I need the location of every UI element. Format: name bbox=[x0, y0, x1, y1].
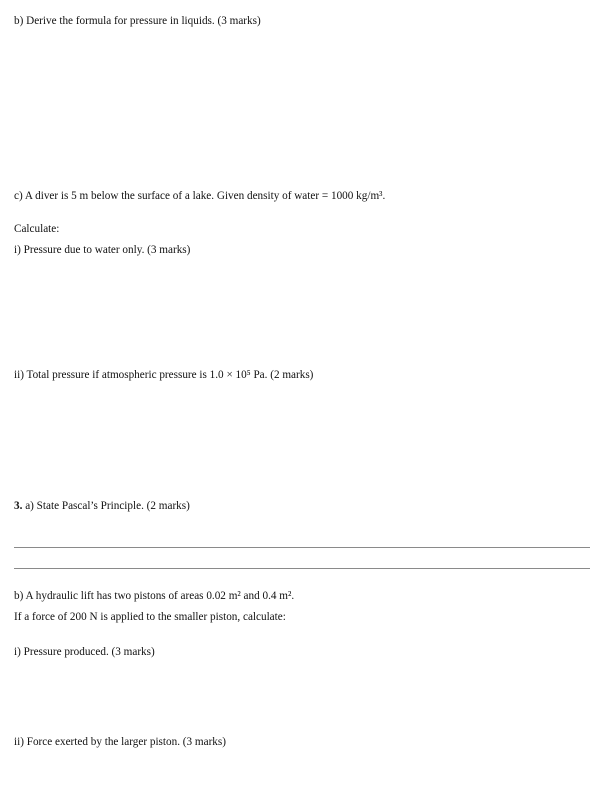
calculate-label: Calculate: bbox=[14, 223, 60, 235]
question-2b: b) Derive the formula for pressure in liquids. (3 marks) bbox=[14, 15, 261, 27]
question-2c-i: i) Pressure due to water only. (3 marks) bbox=[14, 244, 191, 256]
question-number: 3. bbox=[14, 500, 23, 512]
answer-line-2[interactable] bbox=[14, 568, 590, 569]
question-3b-i: i) Pressure produced. (3 marks) bbox=[14, 646, 155, 658]
question-3b-ii: ii) Force exerted by the larger piston. (3 marks) bbox=[14, 736, 226, 748]
answer-line-1[interactable] bbox=[14, 547, 590, 548]
question-2c-ii: ii) Total pressure if atmospheric pressure is 1.0 × 10⁵ Pa. (2 marks) bbox=[14, 369, 314, 381]
question-3a bbox=[14, 499, 190, 513]
question-3a-text: a) State Pascal’s Principle. (2 marks) bbox=[25, 500, 190, 512]
question-2c: c) A diver is 5 m below the surface of a lake. Given density of water = 1000 kg/m³. bbox=[14, 190, 386, 202]
question-3b-continued: If a force of 200 N is applied to the smaller piston, calculate: bbox=[14, 611, 286, 623]
question-3b: b) A hydraulic lift has two pistons of areas 0.02 m² and 0.4 m². bbox=[14, 590, 295, 602]
